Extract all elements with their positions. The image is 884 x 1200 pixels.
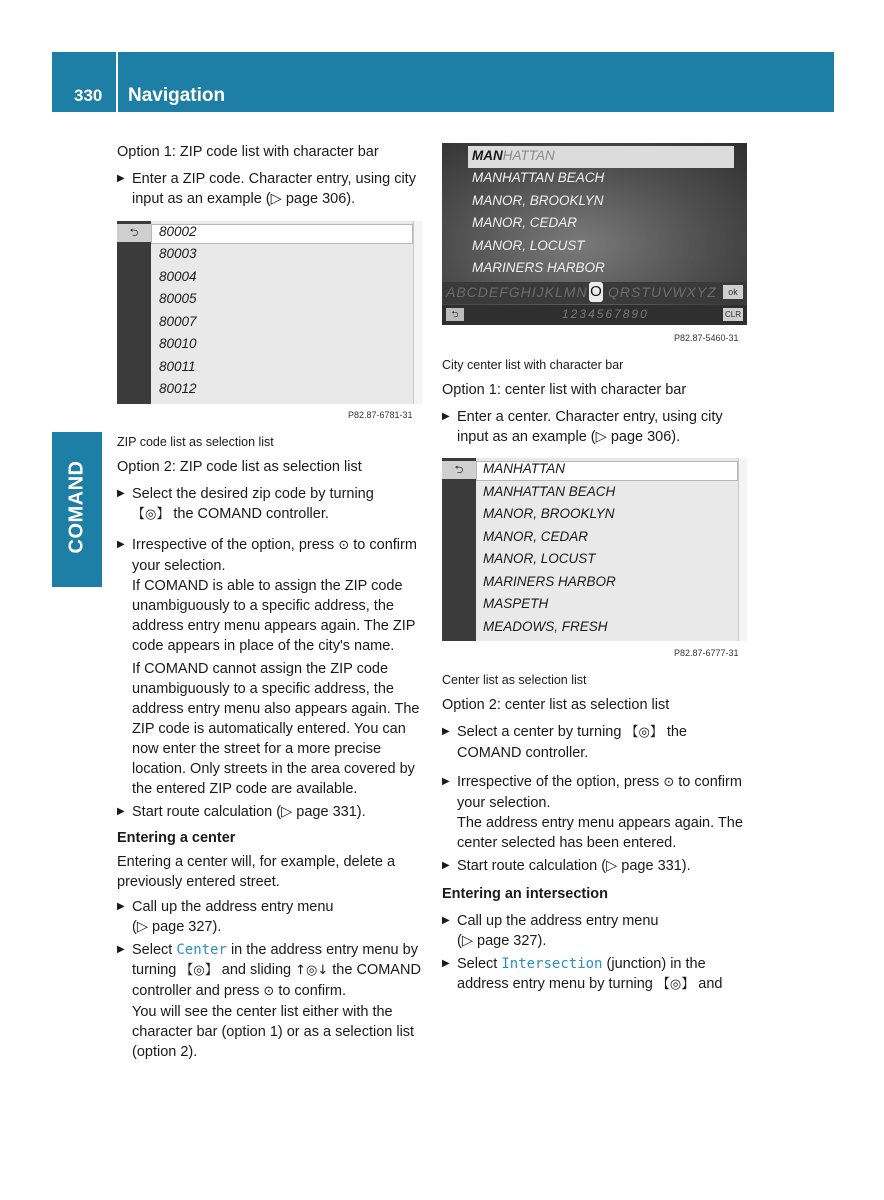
page-number: 330 xyxy=(74,86,103,105)
entering-center-heading: Entering a center xyxy=(117,830,236,846)
press-controller-icon: ⊙ xyxy=(338,538,350,553)
zip-assign-paragraph: If COMAND is able to assign the ZIP code unambiguously to a specific address, the address entry menu appears again. The ZIP code appears in place of the city's name. xyxy=(132,578,416,654)
city-item: MANHATTAN BEACH xyxy=(472,170,605,185)
charbar-letters: ABCDEFGHIJKLMN xyxy=(446,284,588,300)
press-controller-icon: ⊙ xyxy=(663,775,675,790)
back-icon: ⮌ xyxy=(442,461,476,479)
select-center-c: and sliding xyxy=(221,962,292,978)
turn-controller-icon: 【◎】 xyxy=(180,963,218,978)
center-list-screenshot xyxy=(442,458,747,641)
center-item: MASPETH xyxy=(483,596,549,611)
turn-controller-icon: 【◎】 xyxy=(656,977,695,992)
zip-image-code: P82.87-6781-31 xyxy=(348,410,413,420)
center-left-panel xyxy=(442,458,476,641)
charbar-current-char: O xyxy=(590,283,602,300)
center-item: MANOR, CEDAR xyxy=(483,529,589,544)
option1-heading: Option 1: ZIP code list with character bar xyxy=(117,144,379,160)
zip-caption: ZIP code list as selection list xyxy=(117,435,274,449)
option1-center-step: ▶ Enter a center. Character entry, using city input as an example (▷ page 306). xyxy=(442,407,752,447)
charbar-letters-rest: QRSTUVWXYZ xyxy=(608,284,717,300)
call-up-intersection-step xyxy=(442,911,752,951)
back-icon: ⮌ xyxy=(446,308,464,321)
back-icon: ⮌ xyxy=(117,224,151,242)
intersection-menu-item: Intersection xyxy=(501,956,603,972)
zip-item: 80011 xyxy=(159,359,196,374)
slide-controller-icon: ↑◎↓ xyxy=(295,963,329,978)
confirm-center-step xyxy=(442,772,752,813)
confirm-step-b: to confirm your selection. xyxy=(132,537,417,574)
intersection-heading: Entering an intersection xyxy=(442,886,608,902)
completion-chars: HATTAN xyxy=(502,148,555,163)
confirm-step-a: Irrespective of the option, press xyxy=(132,537,335,553)
clear-button: CLR xyxy=(724,310,741,319)
zip-list-screenshot xyxy=(117,221,422,404)
city-item: MANOR, LOCUST xyxy=(472,238,585,253)
center-scrollbar xyxy=(738,458,747,641)
city-item: MARINERS HARBOR xyxy=(472,260,605,275)
center-item: MANOR, LOCUST xyxy=(483,551,596,566)
numbar-digits: 1234567890 xyxy=(562,307,649,321)
call-up-b: (▷ page 327). xyxy=(132,919,222,935)
call-up-int-b: (▷ page 327). xyxy=(457,933,547,949)
turn-controller-icon: 【◎】 xyxy=(132,507,170,522)
center-entered-paragraph: The address entry menu appears again. The center selected has been entered. xyxy=(457,815,743,851)
center-item: MANHATTAN xyxy=(483,461,565,476)
city-caption: City center list with character bar xyxy=(442,358,624,372)
call-up-a: Call up the address entry menu xyxy=(132,899,334,915)
option2-step xyxy=(117,484,425,525)
option2-step-a: Select the desired zip code by turning xyxy=(132,486,374,502)
select-center-e: to confirm. xyxy=(278,983,346,999)
entering-center-text: Entering a center will, for example, delete a previously entered street. xyxy=(117,854,396,890)
zip-scrollbar xyxy=(413,221,422,404)
zip-item: 80007 xyxy=(159,314,197,329)
city-item: MANOR, BROOKLYN xyxy=(472,193,604,208)
select-center-step xyxy=(117,940,425,1002)
option2-step-b: the COMAND controller. xyxy=(173,506,329,522)
start-route-center-step: ▶ Start route calculation (▷ page 331). xyxy=(442,856,752,876)
center-item: MANHATTAN BEACH xyxy=(483,484,616,499)
option2-center-b: the COMAND controller. xyxy=(457,724,688,761)
select-center-d: the COMAND controller and press xyxy=(132,962,421,999)
zip-item: 80005 xyxy=(159,291,197,306)
select-int-c: and xyxy=(698,976,723,992)
left-column-main xyxy=(117,432,425,1062)
option2-center-a: Select a center by turning xyxy=(457,724,622,740)
zip-item: 80004 xyxy=(159,269,197,284)
center-image-code: P82.87-6777-31 xyxy=(674,648,739,658)
option1-center-heading: Option 1: center list with character bar xyxy=(442,382,687,398)
section-title: Navigation xyxy=(128,85,226,106)
ok-button: ok xyxy=(723,285,743,299)
character-bar xyxy=(442,282,747,304)
confirm-step xyxy=(117,535,425,576)
center-item: MEADOWS, FRESH xyxy=(483,619,608,634)
city-image-code: P82.87-5460-31 xyxy=(674,333,739,343)
center-item: MARINERS HARBOR xyxy=(483,574,616,589)
select-int-a: Select xyxy=(457,956,498,972)
city-item: MANOR, CEDAR xyxy=(472,215,578,230)
select-intersection-step xyxy=(442,954,752,995)
section-header-band xyxy=(118,52,834,112)
typed-chars: MAN xyxy=(472,148,503,163)
confirm-center-b: to confirm your selection. xyxy=(457,774,742,811)
city-selected-item xyxy=(472,148,555,163)
city-list-screenshot xyxy=(442,143,747,346)
select-center-a: Select xyxy=(132,942,173,958)
start-route-step: ▶ Start route calculation (▷ page 331). xyxy=(117,802,425,822)
zip-item: 80012 xyxy=(159,381,197,396)
zip-item: 80002 xyxy=(159,224,197,239)
zip-left-panel xyxy=(117,221,151,404)
option2-heading: Option 2: ZIP code list as selection list xyxy=(117,459,362,475)
select-center-b: in the address entry menu by turning xyxy=(132,942,418,978)
zip-unassigned-paragraph: If COMAND cannot assign the ZIP code unambiguously to a specific address, the address entry menu also appears again. The ZIP code is automatically entered. You can now enter the street for a more precise location. Only streets in the area covered by the entered ZIP code are available. xyxy=(132,661,420,797)
turn-controller-icon: 【◎】 xyxy=(625,725,663,740)
confirm-center-a: Irrespective of the option, press xyxy=(457,774,660,790)
chapter-label: COMAND xyxy=(65,460,88,554)
center-list-note: You will see the center list either with the character bar (option 1) or as a selection list (option 2). xyxy=(132,1004,415,1060)
call-up-int-a: Call up the address entry menu xyxy=(457,913,659,929)
press-controller-icon: ⊙ xyxy=(263,984,275,999)
zip-item: 80003 xyxy=(159,246,197,261)
option2-center-step xyxy=(442,722,752,763)
center-item: MANOR, BROOKLYN xyxy=(483,506,615,521)
center-caption: Center list as selection list xyxy=(442,673,587,687)
right-column-main xyxy=(442,670,752,995)
option2-center-heading: Option 2: center list as selection list xyxy=(442,697,670,713)
zip-item: 80010 xyxy=(159,336,197,351)
center-menu-item: Center xyxy=(176,942,227,958)
call-up-step xyxy=(117,897,425,937)
chapter-side-tab xyxy=(52,432,102,587)
number-bar xyxy=(442,305,747,325)
right-column-top xyxy=(442,355,752,447)
page-number-band xyxy=(52,52,116,112)
select-int-b: (junction) in the address entry menu by turning xyxy=(457,956,706,992)
left-column-top xyxy=(117,142,425,209)
option1-step: ▶ Enter a ZIP code. Character entry, using city input as an example (▷ page 306). xyxy=(117,169,425,209)
